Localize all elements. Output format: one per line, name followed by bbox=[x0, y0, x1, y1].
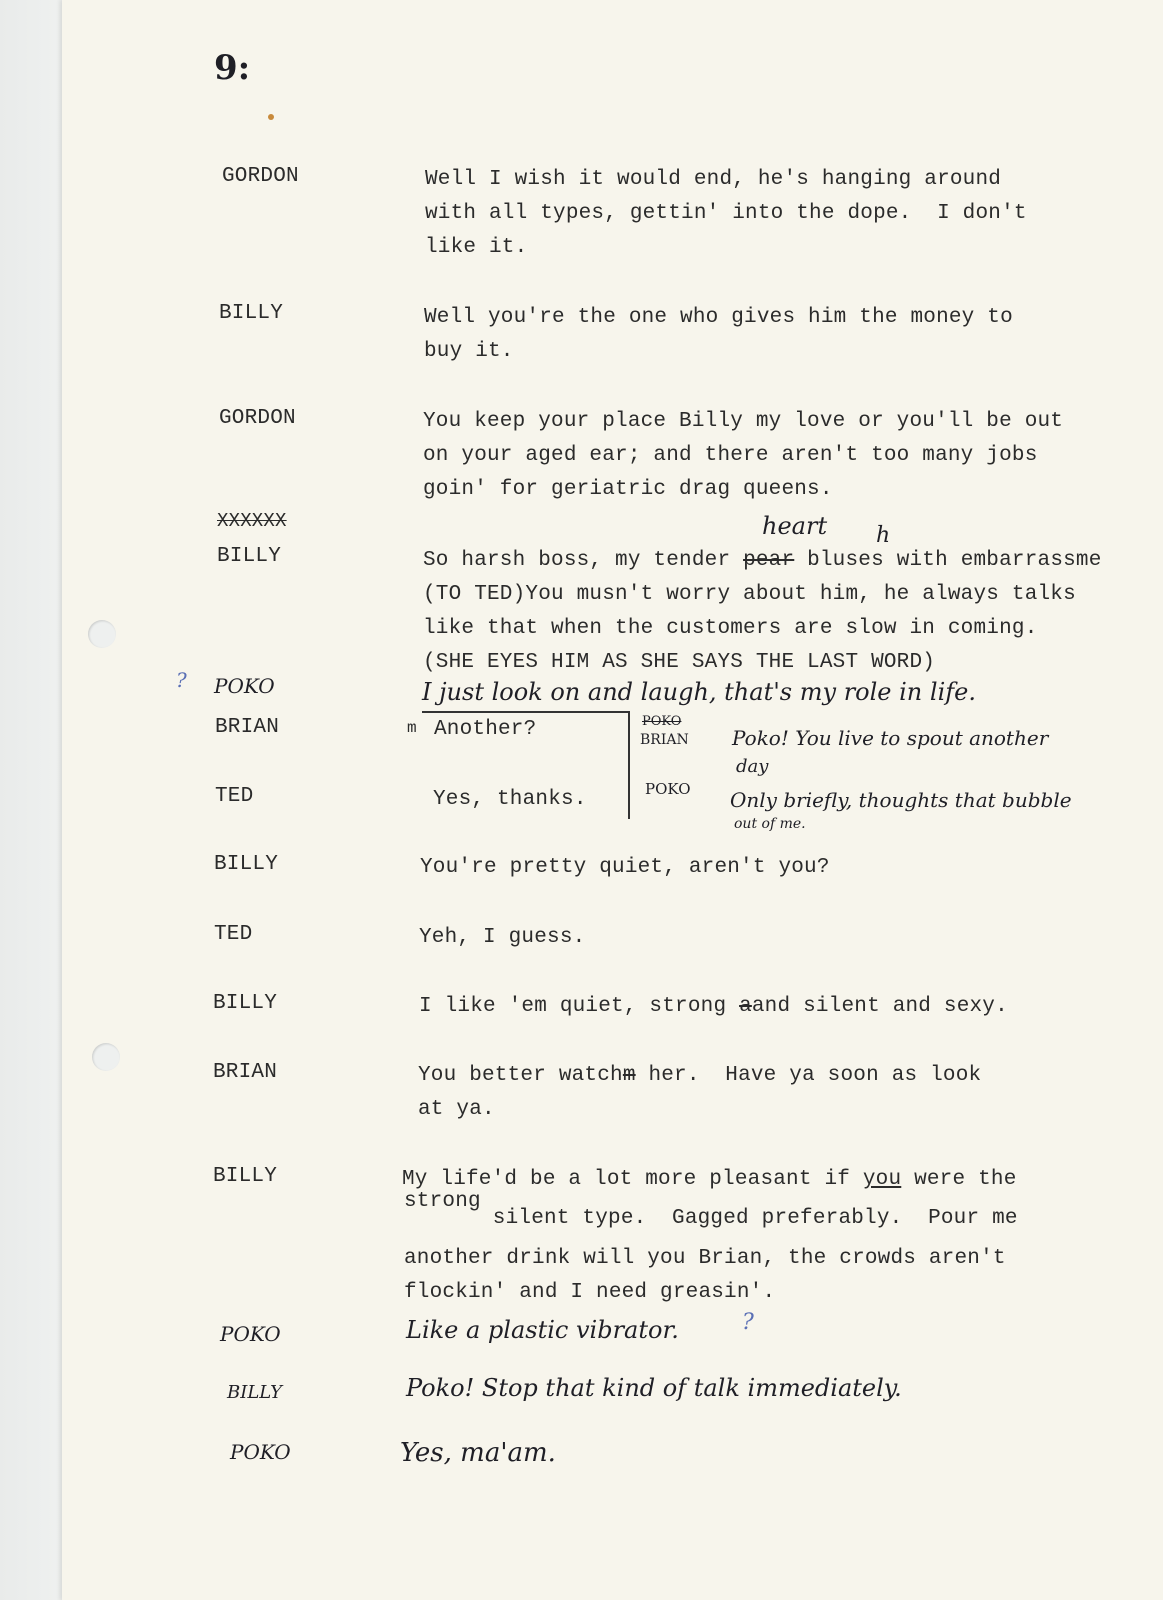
handwritten-line: Poko! Stop that kind of talk immediately. bbox=[406, 1374, 902, 1402]
handwritten-line: I just look on and laugh, that's my role in life. bbox=[422, 678, 976, 706]
speaker-ted: TED bbox=[214, 923, 253, 946]
punch-hole-top bbox=[88, 620, 116, 648]
stray-mark: m bbox=[407, 719, 417, 737]
struck-speaker: XXXXXX bbox=[217, 510, 287, 532]
speaker-poko: POKO bbox=[230, 1440, 291, 1464]
dialogue-line: Yes, thanks. bbox=[433, 788, 587, 811]
dialogue-line: like that when the customers are slow in coming. bbox=[423, 617, 1038, 640]
speaker-brian: BRIAN bbox=[215, 716, 280, 739]
dialogue-line: at ya. bbox=[418, 1098, 495, 1121]
speaker-brian: BRIAN bbox=[640, 732, 689, 748]
speaker-billy: BILLY bbox=[213, 1165, 278, 1188]
speaker-ted: TED bbox=[215, 785, 254, 808]
dialogue-line: silent type. Gagged preferably. Pour me bbox=[480, 1207, 1018, 1230]
script-page bbox=[62, 0, 1163, 1600]
question-mark: ? bbox=[742, 1310, 754, 1335]
dialogue-line: with all types, gettin' into the dope. I don't bbox=[425, 202, 1027, 225]
bracket-top bbox=[422, 711, 630, 713]
dialogue-line: You're pretty quiet, aren't you? bbox=[420, 856, 830, 879]
speaker-gordon: GORDON bbox=[222, 165, 299, 188]
page-number: 9: bbox=[214, 48, 251, 88]
dialogue-line: I like 'em quiet, strong aand silent and sexy. bbox=[419, 995, 1008, 1018]
ink-dot bbox=[268, 114, 274, 120]
speaker-billy: BILLY bbox=[214, 853, 279, 876]
dialogue-line: Another? bbox=[434, 718, 537, 741]
speaker-poko: POKO bbox=[220, 1322, 281, 1346]
raised-insert: strong bbox=[404, 1190, 481, 1213]
dialogue-line: My life'd be a lot more pleasant if you were the bbox=[402, 1168, 1017, 1191]
handwritten-line: Yes, ma'am. bbox=[400, 1438, 556, 1468]
dialogue-line: So harsh boss, my tender pear bluses with embarrassme bbox=[423, 549, 1102, 572]
speaker-poko: POKO bbox=[645, 780, 691, 798]
speaker-billy: BILLY bbox=[217, 545, 282, 568]
dialogue-line: Well I wish it would end, he's hanging around bbox=[425, 168, 1002, 191]
dialogue-line: buy it. bbox=[424, 340, 514, 363]
dialogue-line: like it. bbox=[425, 236, 528, 259]
speaker-brian: BRIAN bbox=[213, 1061, 278, 1084]
dialogue-line: on your aged ear; and there aren't too many jobs bbox=[423, 444, 1038, 467]
handwritten-line: out of me. bbox=[734, 816, 806, 832]
dialogue-line: (TO TED)You musn't worry about him, he always talks bbox=[423, 583, 1076, 606]
speaker-gordon: GORDON bbox=[219, 407, 296, 430]
scan-background bbox=[0, 0, 70, 1600]
struck-speaker: POKO bbox=[642, 714, 682, 729]
bracket-vertical bbox=[628, 711, 630, 819]
speaker-billy: BILLY bbox=[219, 302, 284, 325]
dialogue-line: You better watchm her. Have ya soon as look bbox=[418, 1064, 982, 1087]
dialogue-line: flockin' and I need greasin'. bbox=[404, 1281, 776, 1304]
handwritten-line: Like a plastic vibrator. bbox=[406, 1316, 679, 1344]
handwritten-insert-h: h bbox=[876, 523, 891, 548]
dialogue-line: goin' for geriatric drag queens. bbox=[423, 478, 833, 501]
handwritten-line: Poko! You live to spout another bbox=[732, 726, 1049, 750]
margin-question-mark: ? bbox=[176, 668, 187, 692]
handwritten-insert-heart: heart bbox=[762, 512, 828, 540]
dialogue-line: Well you're the one who gives him the money to bbox=[424, 306, 1013, 329]
speaker-poko: POKO bbox=[214, 674, 275, 698]
handwritten-line: day bbox=[736, 756, 769, 777]
handwritten-line: Only briefly, thoughts that bubble bbox=[730, 788, 1072, 812]
dialogue-line: Yeh, I guess. bbox=[419, 926, 586, 949]
speaker-billy: BILLY bbox=[227, 1382, 282, 1403]
punch-hole-bottom bbox=[92, 1043, 120, 1071]
speaker-billy: BILLY bbox=[213, 992, 278, 1015]
stage-direction: (SHE EYES HIM AS SHE SAYS THE LAST WORD) bbox=[423, 651, 936, 674]
dialogue-line: another drink will you Brian, the crowds aren't bbox=[404, 1247, 1006, 1270]
dialogue-line: You keep your place Billy my love or you'll be out bbox=[423, 410, 1064, 433]
